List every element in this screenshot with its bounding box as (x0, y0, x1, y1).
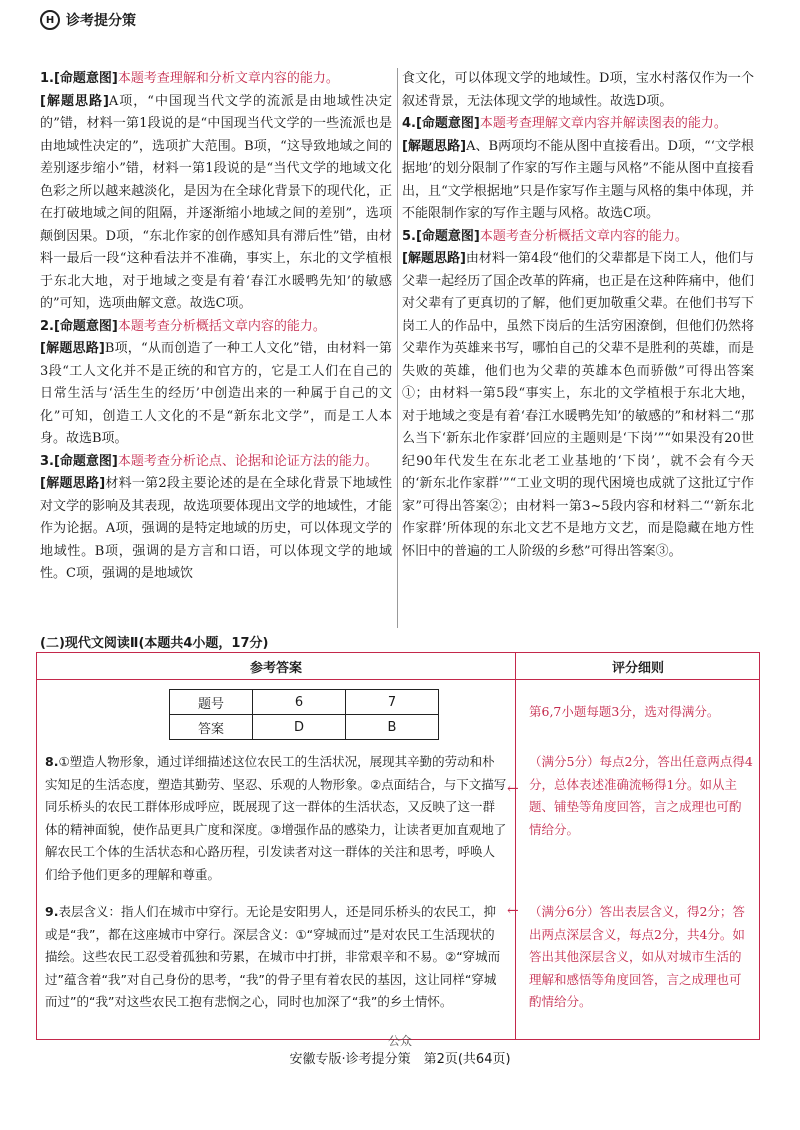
question-number: 3. (40, 453, 54, 469)
grade-rule-9: （满分6分）答出表层含义，得2分；答出两点深层含义，每点2分，共4分。如答出其他深层含义，如从对城市生活的理解和感悟等角度回答，言之成理也可酌情给分。 (529, 904, 745, 1009)
intent-tag: [命题意图] (415, 228, 480, 244)
solution-text: 材料一第2段主要论述的是在全球化背景下地域性对文学的影响及其表现，故选项要体现出文学的地域性，才能作为论据。A项，强调的是特定地域的历史，可以体现文学的地域性。B项，强调的是方言和口语，可以体现文学的地域性。C项，强调的是地域饮 (40, 476, 392, 581)
table-column-separator (515, 653, 516, 1039)
column-divider (397, 68, 398, 628)
solution-tag: [解题思路] (40, 93, 109, 109)
page-header (40, 10, 136, 30)
arrow-left-icon: ← (507, 781, 519, 797)
section-title: (二)现代文阅读Ⅱ(本题共4小题，17分) (40, 636, 269, 651)
table-row (170, 690, 439, 715)
solution-tag: [解题思路] (40, 476, 106, 491)
question-number-label: 题号 (170, 690, 253, 715)
answer-7: B (346, 715, 439, 740)
intent-tag: [命题意图] (53, 71, 118, 86)
intent-text: 本题考查分析概括文章内容的能力。 (479, 228, 688, 244)
question-number: 5. (402, 228, 416, 244)
intent-text: 本题考查分析论点、论据和论证方法的能力。 (117, 453, 378, 469)
question-3-continued: 食文化，可以体现文学的地域性。D项，宝水村落仅作为一个叙述背景，无法体现文学的地域性。故选D项。 (402, 71, 754, 109)
intent-text: 本题考查理解文章内容并解读图表的能力。 (479, 116, 727, 131)
grade-rule-choice: 第6,7小题每题3分，选对得满分。 (529, 704, 720, 719)
grading-rules-header: 评分细则 (611, 661, 664, 676)
question-4 (402, 113, 754, 226)
choice-answer-table (169, 689, 439, 740)
answer-text: ①塑造人物形象，通过详细描述这位农民工的生活状况，展现其辛勤的劳动和朴实知足的生活态度，塑造其勤劳、坚忍、乐观的人物形象。②点面结合，与下文描写同乐桥头的农民工群体形成呼应，既展现了这一群体的生活状态，又反映了这一群体的精神面貌，使作品更具广度和深度。③增强作品的感染力，让读者更加直观地了解农民工个体的生活状态和心路历程，引发读者对这一群体的关注和思考，呼唤人们给予他们更多的理解和尊重。 (45, 754, 507, 882)
answer-6: D (253, 715, 346, 740)
question-number: 2. (40, 318, 54, 334)
question-number-6: 6 (253, 690, 346, 715)
solution-text: A项，“中国现当代文学的流派是由地域性决定的”错，材料一第1段说的是“中国现当代文学的一些流派也是由地域性决定的”，选项扩大范围。B项，“这导致地域之间的差别逐步缩小”错，材料一第1段说的是“当代文学的地域文化色彩之所以越来越淡化，是因为在全球化背景下的现代化，正在打破地域之间的阻隔，并逐渐缩小地域之间的差别”，选项颠倒因果。D项，“东北作家的创作感知具有滞后性”错，由材料一最后一段“这种看法并不准确，事实上，东北的文学植根于东北大地，对于地域之变是有着‘春江水暖鸭先知’的敏感的”可知，选项曲解文意。故选C项。 (40, 93, 392, 311)
question-number: 9. (45, 904, 59, 919)
stamp-mark: 公众 (388, 1034, 413, 1048)
question-1 (40, 68, 392, 316)
solution-tag: [解题思路] (40, 341, 105, 356)
solution-tag: [解题思路] (402, 251, 466, 266)
intent-tag: [命题意图] (415, 116, 480, 131)
intent-tag: [命题意图] (53, 453, 118, 469)
arrow-left-icon: ← (507, 903, 519, 919)
intent-tag: [命题意图] (53, 318, 118, 334)
brand-logo-icon: H (40, 10, 60, 30)
solution-text: B项，“从而创造了一种工人文化”错，由材料一第3段“工人文化并不是正统的和官方的，它是工人们在自己的日常生活与‘活生生的经历’中创造出来的一种属于自己的文化”可知，创造工人文化的不是“新东北文学”，而是工人本身。故选B项。 (40, 341, 392, 446)
answer-9 (45, 901, 507, 1014)
table-row (170, 715, 439, 740)
question-number: 1. (40, 71, 54, 86)
page-footer: 安徽专版·诊考提分策 第2页(共64页) (289, 1052, 511, 1067)
answer-table-header (37, 653, 759, 680)
solution-tag: [解题思路] (402, 138, 467, 154)
intent-text: 本题考查理解和分析文章内容的能力。 (117, 71, 339, 86)
question-2 (40, 316, 392, 451)
reference-answer-header: 参考答案 (249, 661, 302, 676)
intent-text: 本题考查分析概括文章内容的能力。 (117, 318, 326, 334)
solution-text: A、B两项均不能从图中直接看出。D项，“‘文学根据地’的划分限制了作家的写作主题与风格”不能从图中直接看出，且“文学根据地”只是作家写作主题与风格的集中体现，并不能限制作家的写作主题与风格。故选C项。 (402, 138, 754, 221)
question-5 (402, 226, 754, 564)
left-column (40, 68, 392, 586)
answer-8 (45, 751, 507, 886)
answer-label: 答案 (170, 715, 253, 740)
right-column (402, 68, 754, 563)
answer-table (36, 652, 760, 1040)
question-number: 4. (402, 116, 416, 131)
question-number: 8. (45, 754, 59, 769)
solution-text: 由材料一第4段“他们的父辈都是下岗工人，他们与父辈一起经历了国企改革的阵痛，也正是在这种阵痛中，他们对父辈有了更真切的了解，他们更加敬重父辈。在他们书写下岗工人的作品中，虽然下岗后的生活穷困潦倒，但他们仍然将父辈作为英雄来书写，哪怕自己的父辈不是胜利的英雄，而是失败的英雄，他们也为父辈的英雄本色而骄傲”可得出答案①；由材料一第5段“事实上，东北的文学植根于东北大地，对于地域之变是有着‘春江水暖鸭先知’的敏感的”和材料二“那么当下‘新东北作家群’回应的主题则是‘下岗’”“如果没有20世纪90年代发生在东北老工业基地的‘下岗’，就不会有今天的‘新东北作家群’”“工业文明的现代困境也成就了这批辽宁作家”可得出答案②；由材料一第3~5段内容和材料二“‘新东北作家群’所体现的东北文艺不是地方文艺，而是隐藏在地方性怀旧中的普遍的工人阶级的乡愁”可得出答案③。 (402, 251, 754, 559)
answer-text: 表层含义：指人们在城市中穿行。无论是安阳男人，还是同乐桥头的农民工，抑或是“我”，都在这座城市中穿行。深层含义：①“穿城而过”是对农民工生活现状的描绘。这些农民工忍受着孤独和劳累，在城市中打拼，非常艰辛和不易。②“穿城而过”蕴含着“我”对自己身份的思考，“我”的骨子里有着农民的基因，这让同样“穿城而过”的“我”对这些农民工抱有悲悯之心，同时也加深了“我”的乡土情怀。 (45, 904, 501, 1009)
header-title: 诊考提分策 (66, 13, 136, 29)
question-3 (40, 451, 392, 586)
question-number-7: 7 (346, 690, 439, 715)
grade-rule-8: （满分5分）每点2分，答出任意两点得4分，总体表述准确流畅得1分。如从主题、铺垫等角度回答，言之成理也可酌情给分。 (529, 754, 753, 837)
